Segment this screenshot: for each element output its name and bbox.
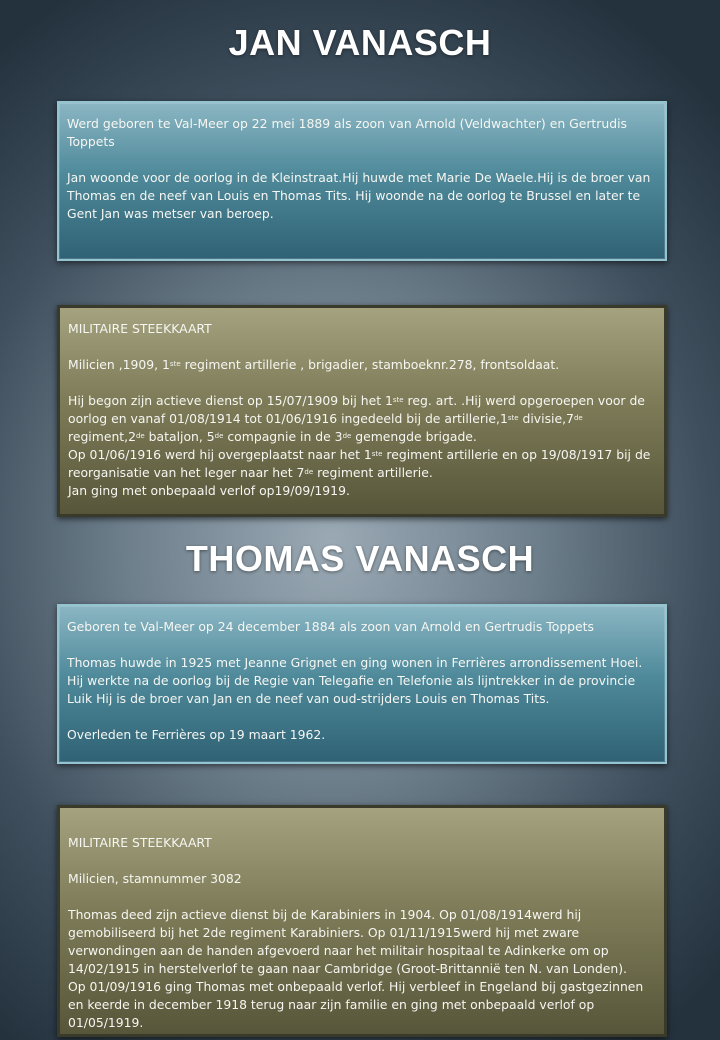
- person2-military-service: [68, 906, 656, 1032]
- person2-life-text: Thomas huwde in 1925 met Jeanne Grignet en ging wonen in Ferrières arrondissement Hoei. Hij werkte na de oorlog bij de Regie van Telegafie en Telefonie als lijntrekker in de provincie Luik Hij is de broer van Jan en de neef van oud-strijders Louis en Thomas Tits.: [67, 655, 643, 706]
- person2-military-service-2: Op 01/09/1916 ging Thomas met onbepaald verlof. Hij verbleef in Engeland bij gastgezinnen en keerde in december 1918 terug naar zijn familie en ging met onbepaald verlof op 01/05/1919.: [68, 979, 644, 1030]
- person2-military-title: MILITAIRE STEEKKAART: [68, 835, 212, 850]
- person1-life-text: Jan woonde voor de oorlog in de Kleinstraat.Hij huwde met Marie De Waele.Hij is de broer van Thomas en de neef van Louis en Thomas Tits. Hij woonde na de oorlog te Brussel en later te Gent Jan was metser van beroep.: [67, 170, 651, 221]
- person2-death-text: Overleden te Ferrières op 19 maart 1962.: [67, 727, 326, 742]
- person1-military-service: Hij begon zijn actieve dienst op 15/07/1909 bij het 1ste reg. art. .Hij werd opgeroepen voor de oorlog en vanaf 01/08/1914 tot 01/06/1916 ingedeeld bij de artillerie,1ste divisie,7de regiment,2de bataljon, 5de compagnie in de 3de gemengde brigade. Op 01/06/1916 werd hij overgeplaatst naar het 1ste regiment artillerie en op 19/08/1917 bij de reorganisatie van het leger naar het 7de regiment artillerie. Jan ging met onbepaald verlof op19/09/1919.: [68, 392, 656, 500]
- person1-military-title: MILITAIRE STEEKKAART: [68, 321, 212, 336]
- person1-military-transfer: Op 01/06/1916 werd hij overgeplaatst naar het 1ste regiment artillerie en op 19/08/1917 bij de reorganisatie van het leger naar het 7de regiment artillerie.: [68, 447, 651, 480]
- person1-name: JAN VANASCH: [228, 22, 492, 63]
- person2-name: THOMAS VANASCH: [185, 538, 535, 579]
- person2-bio-box: [57, 604, 667, 764]
- person1-military-intro: Milicien ,1909, 1ste regiment artillerie , brigadier, stamboeknr.278, frontsoldaat.: [68, 357, 560, 372]
- person2-military-service-1: Thomas deed zijn actieve dienst bij de Karabiniers in 1904. Op 01/08/1914werd hij gemobiliseerd bij het 2de regiment Karabiniers. Op 01/11/1915werd hij met zware verwondingen aan de handen afgevoerd naar het militair hospitaal te Adinkerke om op 14/02/1915 in herstelverlof te gaan naar Cambridge (Groot-Brittannië ten N. van Londen).: [68, 907, 627, 976]
- person1-military-leave: Jan ging met onbepaald verlof op19/09/1919.: [68, 483, 350, 498]
- person1-birth-text: Werd geboren te Val-Meer op 22 mei 1889 als zoon van Arnold (Veldwachter) en Gertrudis Toppets: [67, 116, 628, 149]
- person2-military-intro: Milicien, stamnummer 3082: [68, 871, 242, 886]
- person1-bio-box: [57, 101, 667, 261]
- person2-military-box: [57, 805, 667, 1037]
- person1-military-box: [57, 305, 667, 517]
- person2-birth-text: Geboren te Val-Meer op 24 december 1884 als zoon van Arnold en Gertrudis Toppets: [67, 619, 594, 634]
